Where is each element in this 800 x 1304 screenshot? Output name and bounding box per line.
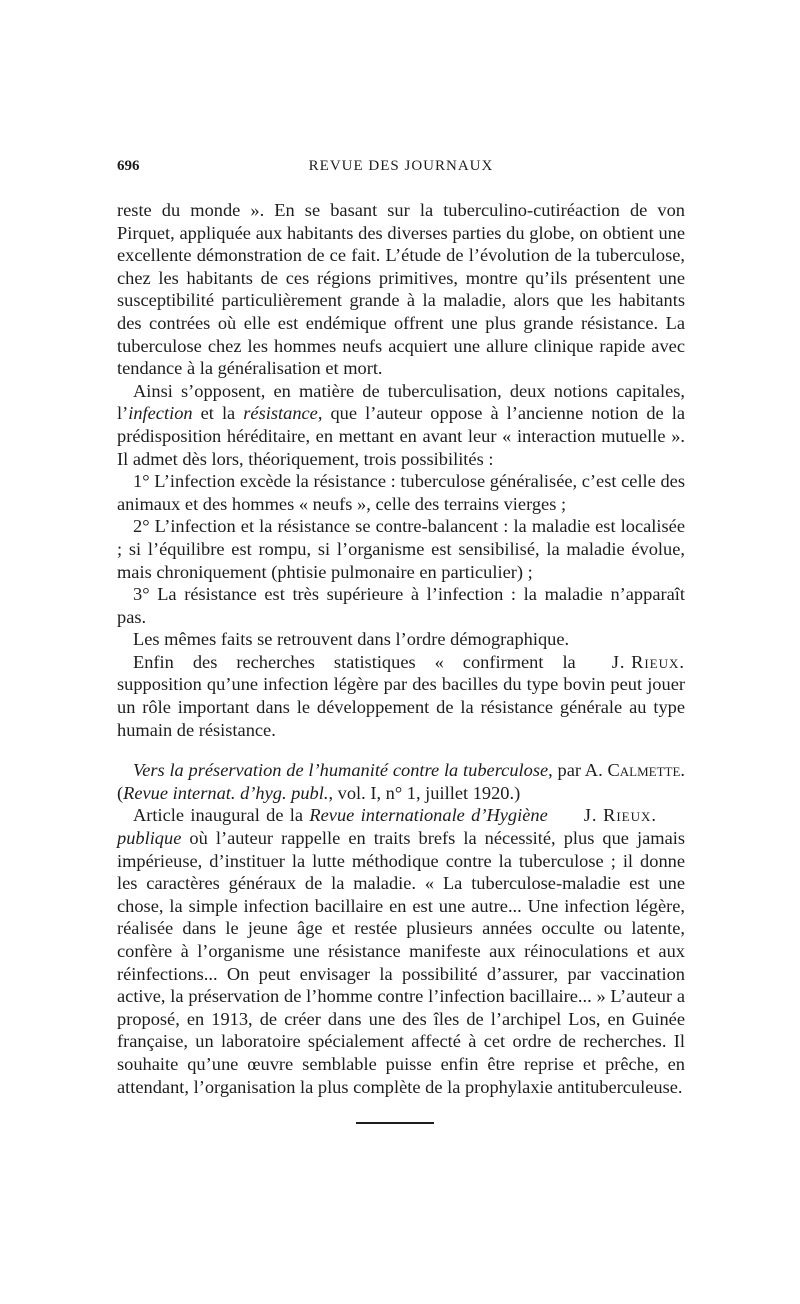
text-run: où l’auteur rappelle en traits brefs la nécessité, plus que jamais impérieuse, d’instituer la lutte méthodique contre la tuberculose ; il donne les caractères généraux de la maladie. « La tuberculose-maladie est une chose, la simple infection bacillaire en est une autre... Une infection légère, réalisée dans le jeune âge et restée plusieurs années occulte ou latente, confère à l’organisme une résistance manifeste aux réinoculations et aux réinfections... On peut envisager la possibilité d’assurer, par vaccination active, la préservation de l’homme contre l’infection bacillaire... » L’auteur a proposé, en 1913, de créer dans une des îles de l’archipel Los, en Guinée française, un laboratoire spécialement affecté à cet ordre de recherches. Il souhaite qu’une œuvre semblable puisse enfin être reprise et prêche, en attendant, l’organisation la plus complète de la prophylaxie antituberculeuse. [117, 828, 685, 1097]
paragraph: Les mêmes faits se retrouvent dans l’ordre démographique. [133, 629, 570, 650]
paragraph [117, 380, 685, 470]
signature: J. Rieux. [583, 805, 657, 826]
page-number: 696 [117, 158, 140, 174]
page-header [117, 158, 685, 180]
emphasis-infection: infection [128, 403, 193, 424]
paragraph [117, 651, 685, 741]
article-author: Calmette [607, 760, 681, 781]
emphasis-resistance: résistance [243, 403, 318, 424]
source-journal: Revue internat. d’hyg. publ. [123, 782, 329, 803]
text-run: , que l’auteur oppose à l’ancienne notion de la prédisposition héréditaire, en mettant en avant leur « interaction mutuelle ». Il admet dès lors, théoriquement, trois possibilités : [117, 403, 685, 469]
article-title: Vers la préservation de l’humanité contre la tuberculose [133, 760, 549, 781]
text-run: , vol. I, n° 1, juillet 1920.) [328, 782, 521, 803]
text-run: . ( [117, 760, 685, 803]
text-run: Enfin des recherches statistiques « confirment la supposition qu’une infection légère par des bacilles du type bovin peut jouer un rôle important dans le développement de la résistance générale au type humain de résistance. [117, 651, 685, 740]
page-text [117, 199, 685, 1098]
paragraph: 3° La résistance est très supérieure à l’infection : la maladie n’apparaît pas. [117, 584, 685, 627]
paragraph: 1° L’infection excède la résistance : tuberculose généralisée, c’est celle des animaux et des hommes « neufs », celle des terrains vierges ; [117, 471, 685, 514]
paragraph: 2° L’infection et la résistance se contre-balancent : la maladie est localisée ; si l’équilibre est rompu, si l’organisme est sensibilisé, la maladie évolue, mais chroniquement (phtisie pulmonaire en particulier) ; [117, 516, 685, 582]
journal-name: Revue internationale d’Hygiène publique [117, 805, 548, 849]
signature: J. Rieux. [611, 651, 685, 672]
article-heading [117, 759, 685, 804]
text-run: , par A. [548, 760, 608, 781]
end-rule [356, 1122, 434, 1124]
paragraph: reste du monde ». En se basant sur la tuberculino-cutiréaction de von Pirquet, appliquée aux habitants des diverses parties du globe, on obtient une excellente démonstration de ce fait. L’étude de l’évolution de la tuberculose, chez les habitants de ces régions primitives, montre qu’ils présentent une susceptibilité particulièrement grande à la maladie, alors que les habitants des contrées où elle est endémique offrent une plus grande résistance. La tuberculose chez les hommes neufs acquiert une allure clinique rapide avec tendance à la généralisation et mort. [117, 200, 685, 379]
text-run: Ainsi s’opposent, en matière de tuberculisation, deux notions capitales, l’ [117, 380, 685, 424]
paragraph [117, 804, 685, 1098]
running-title: REVUE DES JOURNAUX [308, 158, 494, 174]
text-run: Article inaugural de la [133, 805, 310, 826]
text-run: et la [192, 403, 244, 424]
journal-page [117, 158, 685, 1124]
